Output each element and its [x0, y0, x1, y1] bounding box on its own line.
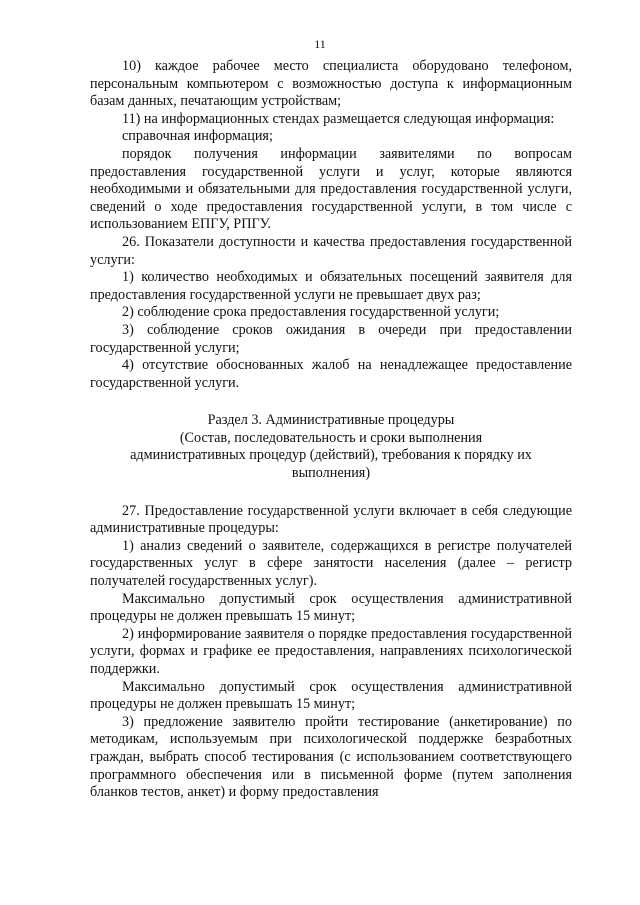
procedure-1-time-limit: Максимально допустимый срок осуществления административной процедуры не должен превышать 15 минут;	[90, 590, 572, 625]
procedure-3: 3) предложение заявителю пройти тестирование (анкетирование) по методикам, используемым при психологической поддержке безработных граждан, выбрать способ тестирования (с использованием соответствующего программного обеспечения или в письменной форме (путем заполнения бланков тестов, анкет) и форму предоставления	[90, 713, 572, 801]
procedure-2-time-limit: Максимально допустимый срок осуществления административной процедуры не должен превышать 15 минут;	[90, 678, 572, 713]
paragraph-10: 10) каждое рабочее место специалиста оборудовано телефоном, персональным компьютером с возможностью доступа к информационным базам данных, печатающим устройствам;	[90, 58, 572, 110]
section-subtitle-line-2: административных процедур (действий), требования к порядку их	[130, 447, 532, 464]
section-title: Раздел 3. Административные процедуры	[207, 412, 455, 429]
procedure-2: 2) информирование заявителя о порядке предоставления государственной услуги, формах и графике ее предоставления, направлениях психологической поддержки.	[90, 625, 572, 677]
section-subtitle-line-1: (Состав, последовательность и сроки выполнения	[179, 429, 483, 446]
indicator-1: 1) количество необходимых и обязательных посещений заявителя для предоставления государственной услуги не превышает двух раз;	[90, 269, 572, 303]
page-number: 11	[314, 37, 326, 51]
list-item-information-procedure: порядок получения информации заявителями по вопросам предоставления государственной услуги и услуг, которые являются необходимыми и обязательными для предоставления государственной услуги, сведений о ходе предоставления государственной услуги, в том числе с использованием ЕПГУ, РПГУ.	[90, 145, 572, 233]
indicator-4: 4) отсутствие обоснованных жалоб на ненадлежащее предоставление государственной услуги.	[90, 357, 572, 391]
list-item-reference-info: справочная информация;	[122, 128, 273, 145]
procedure-1: 1) анализ сведений о заявителе, содержащихся в регистре получателей государственных услуг в сфере занятости населения (далее – регистр получателей государственных услуг).	[90, 537, 572, 590]
indicator-2: 2) соблюдение срока предоставления государственной услуги;	[122, 304, 500, 321]
section-heading	[90, 412, 572, 482]
section-subtitle-line-3: выполнения)	[291, 465, 371, 482]
indicator-3: 3) соблюдение сроков ожидания в очереди при предоставлении государственной услуги;	[90, 321, 572, 356]
paragraph-27: 27. Предоставление государственной услуги включает в себя следующие административные процедуры:	[90, 502, 572, 537]
paragraph-11: 11) на информационных стендах размещается следующая информация:	[122, 110, 555, 127]
paragraph-26: 26. Показатели доступности и качества предоставления государственной услуги:	[90, 233, 572, 268]
